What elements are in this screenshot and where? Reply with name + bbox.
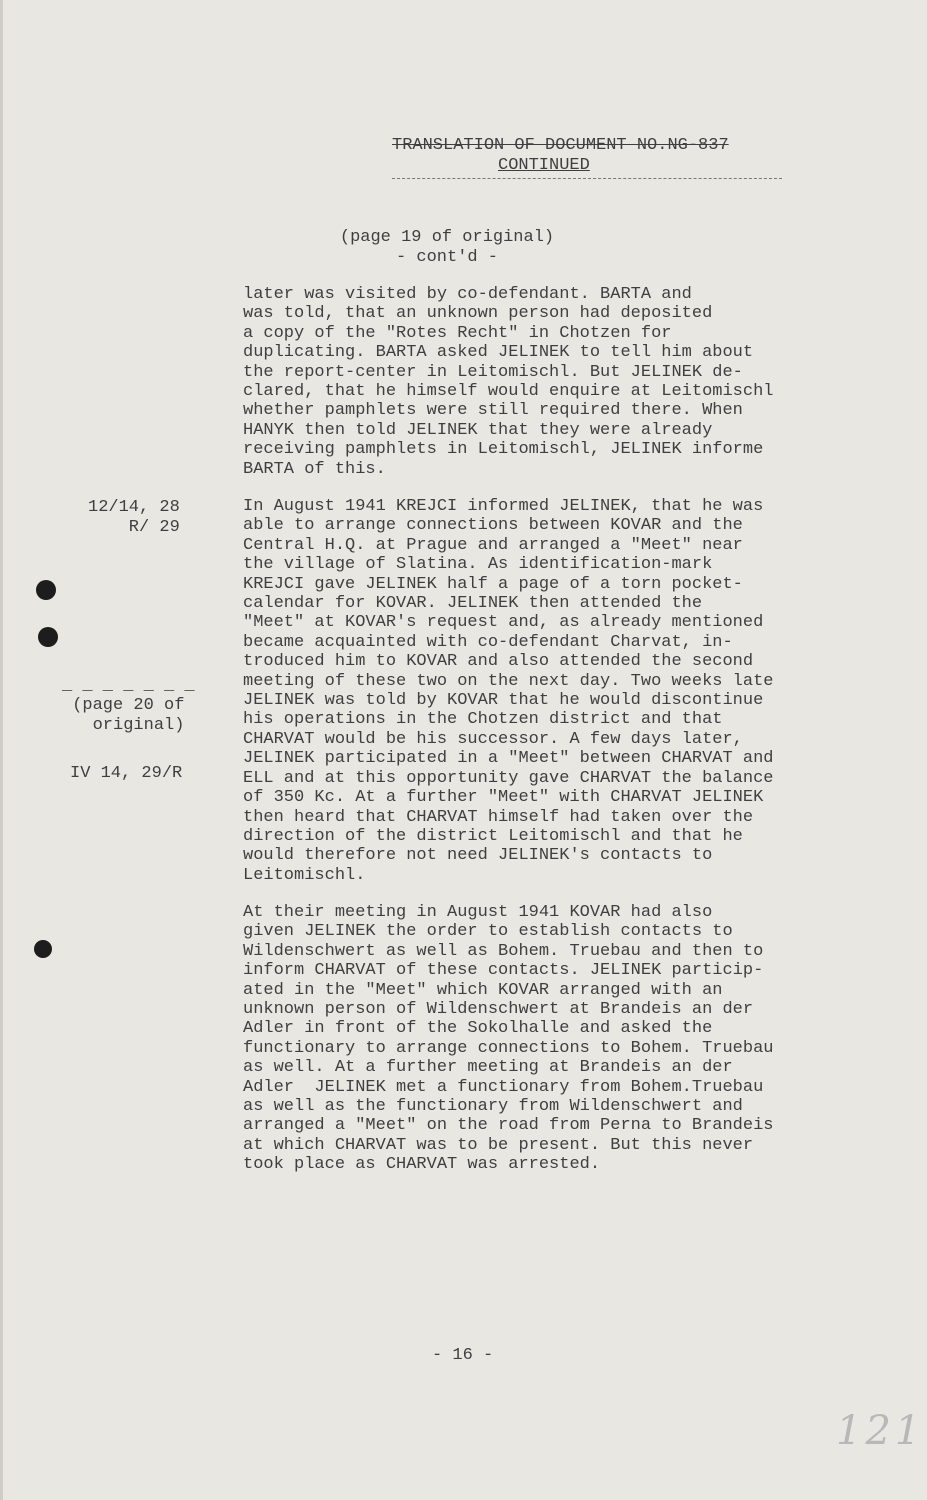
text-line: duplicating. BARTA asked JELINEK to tell him about <box>243 343 754 363</box>
handwritten-number: 121 <box>836 1408 925 1454</box>
margin-note-reference-2: IV 14, 29/R <box>70 764 183 783</box>
text-line: as well. At a further meeting at Brandeis an der <box>243 1058 733 1078</box>
text-line: later was visited by co-defendant. BARTA and <box>243 285 692 304</box>
text-line: At their meeting in August 1941 KOVAR had also <box>243 903 713 922</box>
text-line: BARTA of this. <box>243 459 386 479</box>
text-line: troduced him to KOVAR and also attended the second <box>243 652 754 672</box>
header-continued: CONTINUED <box>498 156 590 175</box>
text-line: ELL and at this opportunity gave CHARVAT the balance <box>243 768 774 788</box>
text-line: would therefore not need JELINEK's contacts to <box>243 846 713 866</box>
text-line: able to arrange connections between KOVAR and the <box>243 516 743 536</box>
text-line: arranged a "Meet" on the road from Perna to Brandeis <box>243 1116 774 1136</box>
text-line: meeting of these two on the next day. Two weeks late <box>243 671 774 691</box>
punch-hole <box>34 940 52 958</box>
text-line: the village of Slatina. As identification-mark <box>243 555 713 575</box>
text-line: Leitomischl. <box>243 865 366 885</box>
punch-hole <box>36 580 56 600</box>
text-line: calendar for KOVAR. JELINEK then attended the <box>243 594 703 614</box>
text-line: CHARVAT would be his successor. A few days later, <box>243 729 743 749</box>
text-line: of 350 Kc. At a further "Meet" with CHARVAT JELINEK <box>243 788 764 808</box>
text-line: Adler JELINEK met a functionary from Bohem.Truebau <box>243 1077 764 1097</box>
text-line: Wildenschwert as well as Bohem. Truebau and then to <box>243 941 764 961</box>
page-reference <box>322 228 572 268</box>
text-line: became acquainted with co-defendant Charvat, in- <box>243 632 733 652</box>
paragraph-3 <box>243 903 858 1175</box>
text-line: HANYK then told JELINEK that they were already <box>243 420 713 440</box>
text-line: clared, that he himself would enquire at Leitomischl <box>243 382 774 402</box>
text-line: as well as the functionary from Wildenschwert and <box>243 1097 743 1117</box>
text-line: at which CHARVAT was to be present. But this never <box>243 1135 754 1155</box>
text-line: Central H.Q. at Prague and arranged a "Meet" near <box>243 535 743 555</box>
paragraph-2 <box>243 497 858 885</box>
text-line: took place as CHARVAT was arrested. <box>243 1155 601 1175</box>
text-line: a copy of the "Rotes Recht" in Chotzen for <box>243 323 672 343</box>
text-line: unknown person of Wildenschwert at Brandeis an der <box>243 1000 754 1020</box>
text-line: ated in the "Meet" which KOVAR arranged with an <box>243 980 723 1000</box>
paragraph-1 <box>243 285 858 479</box>
page-reference-line2: - cont'd - <box>395 248 499 267</box>
text-line: functionary to arrange connections to Bohem. Truebau <box>243 1038 774 1058</box>
text-line: was told, that an unknown person had deposited <box>243 304 713 324</box>
text-line: JELINEK was told by KOVAR that he would discontinue <box>243 691 764 711</box>
text-line: Adler in front of the Sokolhalle and asked the <box>243 1019 713 1039</box>
header-dash-line <box>392 178 782 179</box>
text-line: receiving pamphlets in Leitomischl, JELINEK informe <box>243 440 764 460</box>
document-header <box>392 136 792 176</box>
text-line: KREJCI gave JELINEK half a page of a torn pocket- <box>243 574 743 594</box>
text-line: JELINEK participated in a "Meet" between CHARVAT and <box>243 749 774 769</box>
text-line: the report-center in Leitomischl. But JELINEK de- <box>243 362 743 382</box>
page-edge <box>0 0 3 1500</box>
header-title: TRANSLATION OF DOCUMENT NO.NG-837 <box>392 136 729 155</box>
punch-hole <box>38 627 58 647</box>
text-line: In August 1941 KREJCI informed JELINEK, that he was <box>243 497 764 516</box>
margin-note-reference: 12/14, 28 R/ 29 <box>88 498 180 537</box>
text-line: "Meet" at KOVAR's request and, as already mentioned <box>243 613 764 633</box>
text-line: then heard that CHARVAT himself had taken over the <box>243 807 754 827</box>
text-line: his operations in the Chotzen district and that <box>243 710 723 730</box>
text-line: inform CHARVAT of these contacts. JELINEK particip- <box>243 961 764 981</box>
text-line: whether pamphlets were still required there. When <box>243 401 743 421</box>
text-line: given JELINEK the order to establish contacts to <box>243 922 733 942</box>
text-line: direction of the district Leitomischl and that he <box>243 826 743 846</box>
page-number: - 16 - <box>432 1346 494 1365</box>
page-reference-line1: (page 19 of original) <box>339 228 555 247</box>
margin-note-page-20: _ _ _ _ _ _ _ (page 20 of original) <box>62 676 195 735</box>
